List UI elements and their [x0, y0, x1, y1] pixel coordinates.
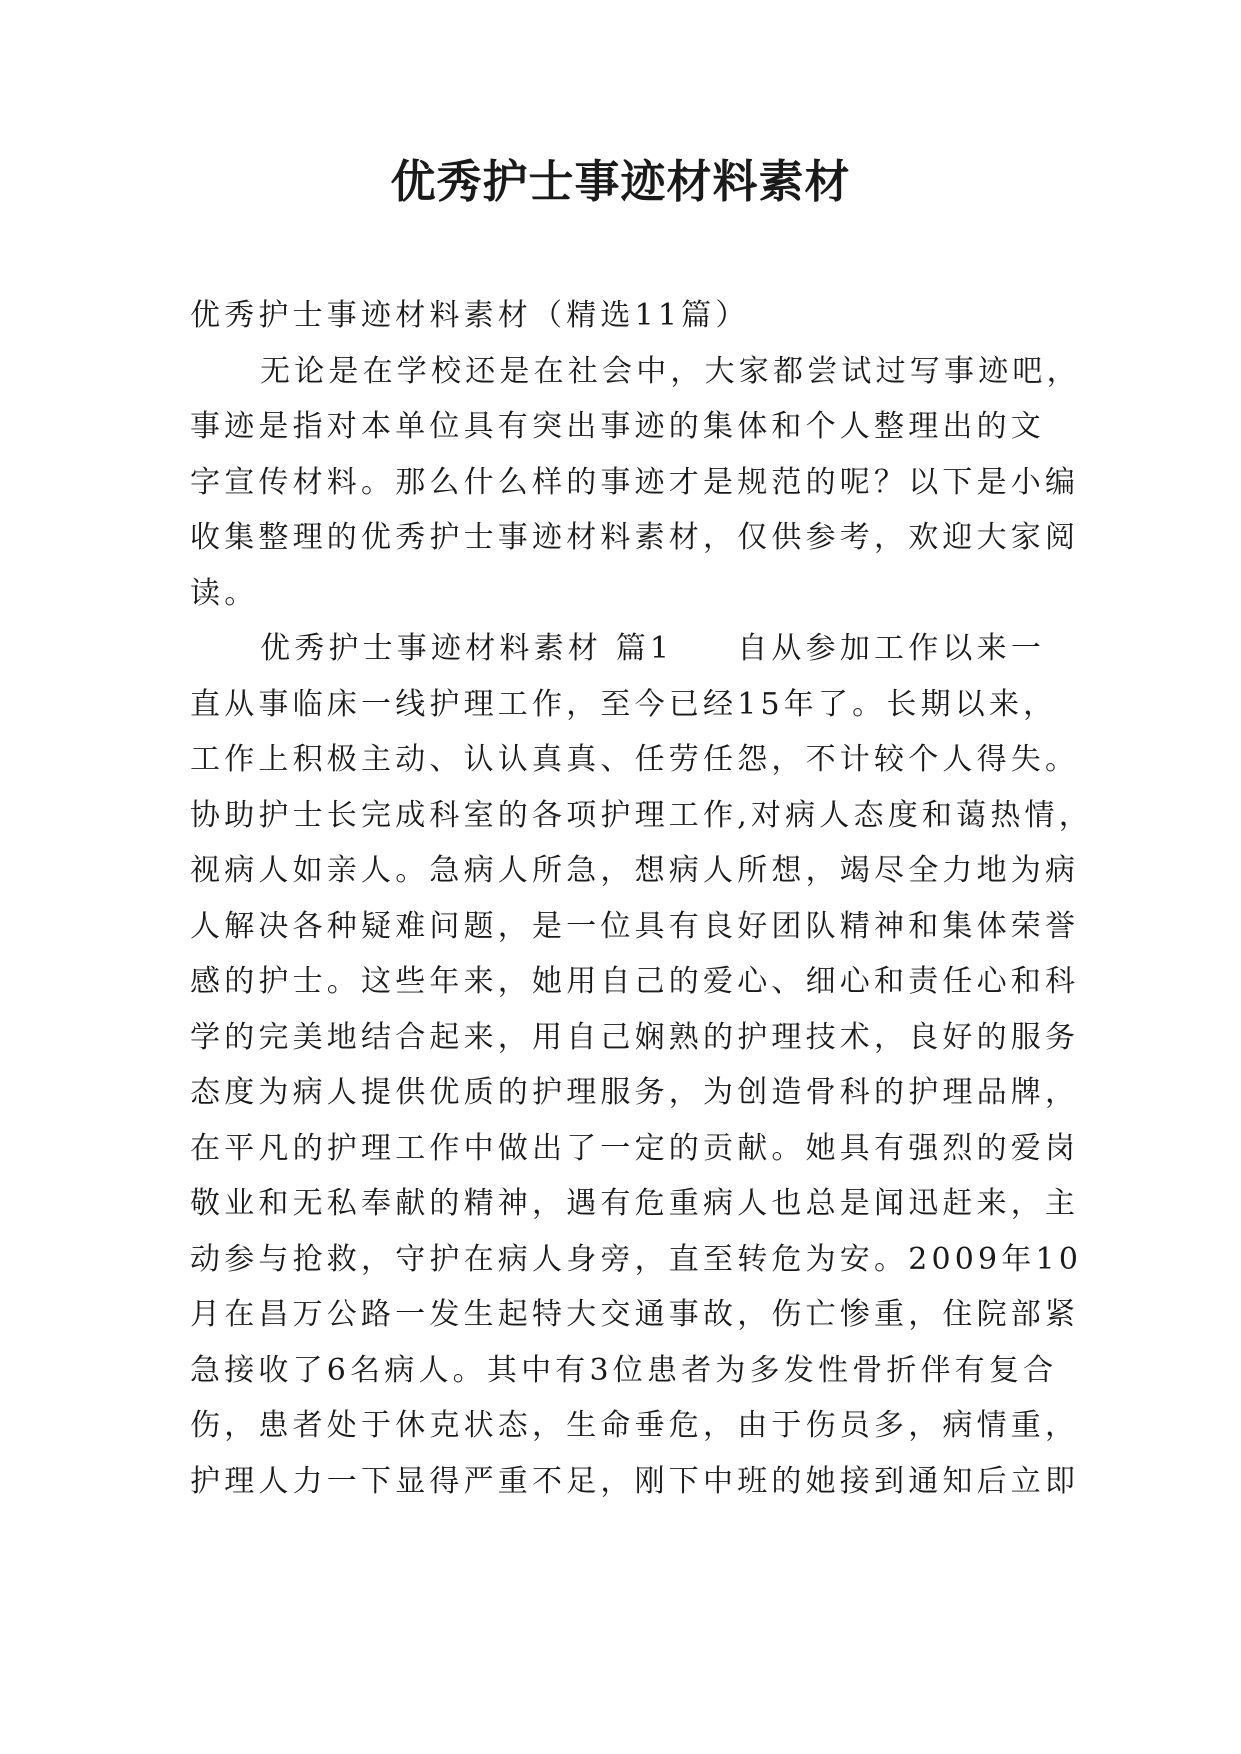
document-subtitle: 优秀护士事迹材料素材（精选11篇）: [190, 298, 750, 333]
section-heading-line: [190, 621, 1050, 677]
paragraph-line: 动参与抢救，守护在病人身旁，直至转危为安。2009年10: [190, 1241, 1083, 1277]
section-heading: 优秀护士事迹材料素材 篇1: [260, 631, 674, 666]
paragraph-line: 月在昌万公路一发生起特大交通事故，伤亡惨重，住院部紧: [190, 1297, 1080, 1332]
paragraph-line: 伤，患者处于休克状态，生命垂危，由于伤员多，病情重，: [190, 1408, 1080, 1443]
intro-line: 读。: [190, 575, 259, 611]
paragraph-line: 人解决各种疑难问题，是一位具有良好团队精神和集体荣誉: [190, 908, 1080, 944]
paragraph-line: 学的完美地结合起来，用自己娴熟的护理技术，良好的服务: [190, 1019, 1080, 1055]
paragraph-line: 急接收了6名病人。其中有3位患者为多发性骨折伴有复合: [190, 1352, 1058, 1388]
section-first-line-text: 自从参加工作以来一: [737, 631, 1046, 666]
intro-line: 收集整理的优秀护士事迹材料素材，仅供参考，欢迎大家阅: [190, 520, 1080, 555]
intro-line: 事迹是指对本单位具有突出事迹的集体和个人整理出的文: [190, 409, 1045, 444]
intro-line: 无论是在学校还是在社会中，大家都尝试过写事迹吧，: [260, 353, 1081, 389]
intro-line: 字宣传材料。那么什么样的事迹才是规范的呢？以下是小编: [190, 464, 1080, 500]
paragraph-line: 在平凡的护理工作中做出了一定的贡献。她具有强烈的爱岗: [190, 1130, 1080, 1166]
paragraph-line: 感的护士。这些年来，她用自己的爱心、细心和责任心和科: [190, 964, 1080, 999]
paragraph-line: 工作上积极主动、认认真真、任劳任怨，不计较个人得失。: [190, 742, 1080, 777]
paragraph-line: 直从事临床一线护理工作，至今已经15年了。长期以来，: [190, 686, 1058, 722]
paragraph-line: 视病人如亲人。急病人所急，想病人所想，竭尽全力地为病: [190, 853, 1080, 888]
paragraph-line: 敬业和无私奉献的精神，遇有危重病人也总是闻迅赶来，主: [190, 1186, 1080, 1221]
paragraph-line: 护理人力一下显得严重不足，刚下中班的她接到通知后立即: [190, 1463, 1080, 1499]
paragraph-line: 协助护士长完成科室的各项护理工作,对病人态度和蔼热情，: [190, 797, 1093, 833]
paragraph-line: 态度为病人提供优质的护理服务，为创造骨科的护理品牌，: [190, 1075, 1080, 1110]
document-body: [190, 288, 1093, 1509]
document-title: 优秀护士事迹材料素材: [390, 155, 851, 208]
